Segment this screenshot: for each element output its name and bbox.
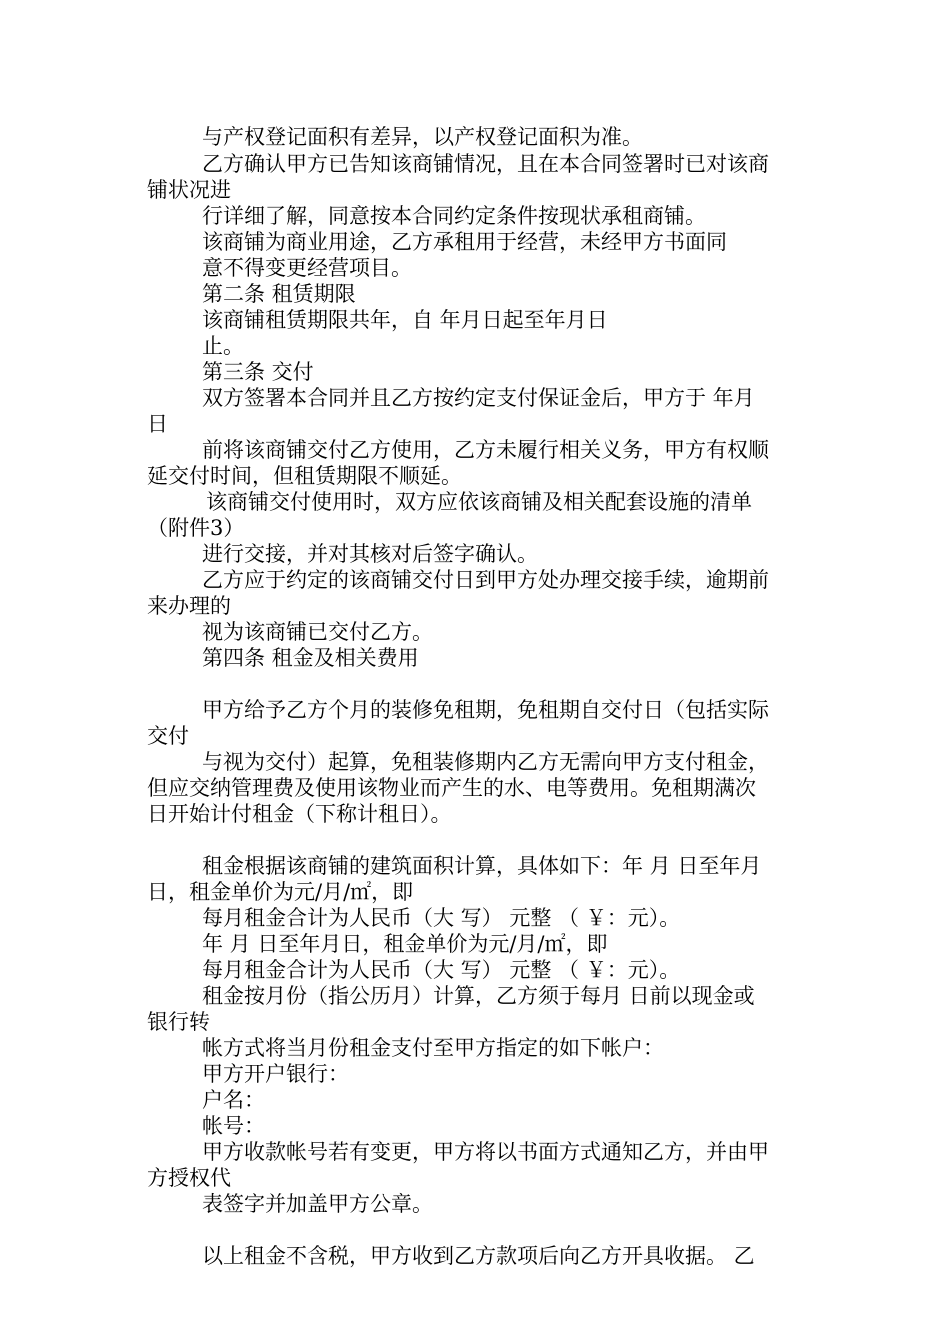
text-line: 日，租金单价为元/月/㎡，即 <box>147 880 414 904</box>
text-line: 铺状况进 <box>147 178 231 202</box>
text-line: 帐方式将当月份租金支付至甲方指定的如下帐户： <box>202 1036 664 1060</box>
text-line: 日开始计付租金（下称计租日）。 <box>147 802 452 826</box>
text-line: 甲方给予乙方个月的装修免租期，免租期自交付日（包括实际 <box>202 698 769 722</box>
text-line: 与视为交付）起算，免租装修期内乙方无需向甲方支付租金， <box>202 750 769 774</box>
text-line: 交付 <box>147 724 189 748</box>
text-line: 表签字并加盖甲方公章。 <box>202 1192 433 1216</box>
text-line: 户名： <box>202 1088 265 1112</box>
text-line: 乙方确认甲方已告知该商铺情况，且在本合同签署时已对该商 <box>202 152 769 176</box>
text-line: 每月租金合计为人民币（大 写） 元整 （ ￥：元）。 <box>202 958 681 982</box>
text-line: 前将该商铺交付乙方使用，乙方未履行相关义务，甲方有权顺 <box>202 438 769 462</box>
text-line: 视为该商铺已交付乙方。 <box>202 620 433 644</box>
text-line: 进行交接，并对其核对后签字确认。 <box>202 542 538 566</box>
text-line: 止。 <box>202 334 244 358</box>
text-line: 以上租金不含税，甲方收到乙方款项后向乙方开具收据。 乙 <box>202 1244 755 1268</box>
text-line: 该商铺为商业用途，乙方承租用于经营，未经甲方书面同 <box>202 230 727 254</box>
text-line: 年 月 日至年月日，租金单价为元/月/㎡，即 <box>202 932 608 956</box>
text-line: 租金按月份（指公历月）计算，乙方须于每月 日前以现金或 <box>202 984 755 1008</box>
text-line: 行详细了解，同意按本合同约定条件按现状承租商铺。 <box>202 204 706 228</box>
section-heading: 第三条 交付 <box>202 360 314 384</box>
text-line: 每月租金合计为人民币（大 写） 元整 （ ￥：元）。 <box>202 906 681 930</box>
text-line: 来办理的 <box>147 594 231 618</box>
text-line: 但应交纳管理费及使用该物业而产生的水、电等费用。免租期满次 <box>147 776 756 800</box>
text-line: 甲方收款帐号若有变更，甲方将以书面方式通知乙方，并由甲 <box>202 1140 769 1164</box>
text-line: 该商铺租赁期限共年，自 年月日起至年月日 <box>202 308 608 332</box>
text-line: 与产权登记面积有差异，以产权登记面积为准。 <box>202 125 643 149</box>
text-line: 该商铺交付使用时，双方应依该商铺及相关配套设施的清单 <box>206 490 752 514</box>
text-line: 意不得变更经营项目。 <box>202 256 412 280</box>
text-line: 双方签署本合同并且乙方按约定支付保证金后，甲方于 年月 <box>202 386 755 410</box>
text-line: 甲方开户银行： <box>202 1062 349 1086</box>
text-line: 银行转 <box>147 1010 210 1034</box>
text-line: 租金根据该商铺的建筑面积计算，具体如下：年 月 日至年月 <box>202 854 762 878</box>
text-line: 乙方应于约定的该商铺交付日到甲方处办理交接手续，逾期前 <box>202 568 769 592</box>
text-line: （附件3） <box>147 516 245 540</box>
text-line: 日 <box>147 412 168 436</box>
text-line: 延交付时间，但租赁期限不顺延。 <box>147 464 462 488</box>
section-heading: 第四条 租金及相关费用 <box>202 646 419 670</box>
text-line: 帐号： <box>202 1114 265 1138</box>
section-heading: 第二条 租赁期限 <box>202 282 356 306</box>
text-line: 方授权代 <box>147 1166 231 1190</box>
